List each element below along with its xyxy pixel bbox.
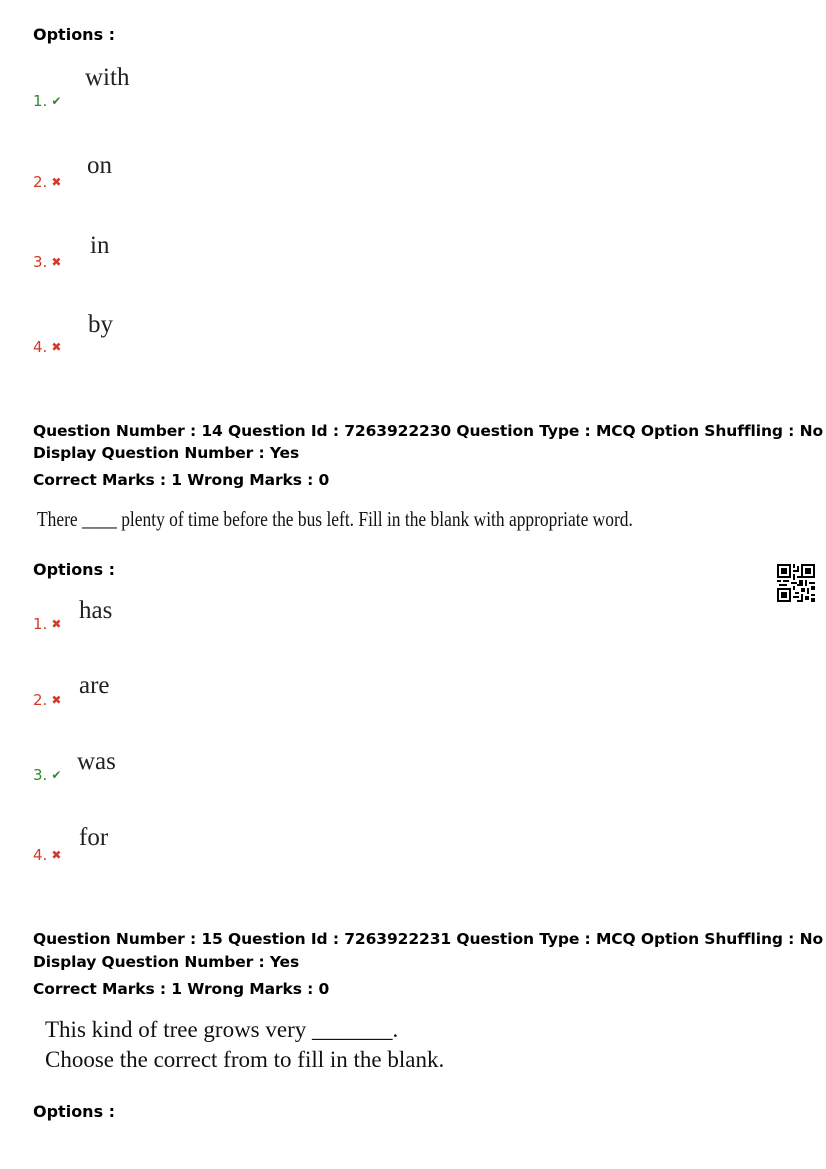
options-label: Options : (33, 560, 116, 579)
option-number: 3. ✔ (33, 766, 62, 784)
check-icon: ✔ (51, 94, 62, 108)
option-number: 1. ✔ (33, 92, 62, 110)
cross-icon: ✖ (51, 255, 62, 269)
option-number: 1. ✖ (33, 615, 62, 633)
option-number: 2. ✖ (33, 691, 62, 709)
option-number: 4. ✖ (33, 338, 62, 356)
options-label: Options : (33, 1102, 116, 1121)
option-number: 4. ✖ (33, 846, 62, 864)
option-text: are (79, 672, 110, 699)
option-text: was (77, 748, 116, 775)
option-text: by (88, 311, 113, 338)
cross-icon: ✖ (51, 175, 62, 189)
cross-icon: ✖ (51, 617, 62, 631)
question-header: Question Number : 15 Question Id : 7263922231 Question Type : MCQ Option Shuffling : No (33, 930, 823, 948)
question-header: Question Number : 14 Question Id : 7263922230 Question Type : MCQ Option Shuffling : No (33, 422, 823, 440)
cross-icon: ✖ (51, 693, 62, 707)
question-text: There ____ plenty of time before the bus left. Fill in the blank with appropriate word. (37, 507, 633, 531)
option-text: for (79, 824, 109, 851)
option-text: on (87, 152, 112, 179)
marks-info: Correct Marks : 1 Wrong Marks : 0 (33, 471, 330, 489)
marks-info: Correct Marks : 1 Wrong Marks : 0 (33, 980, 330, 998)
cross-icon: ✖ (51, 848, 62, 862)
option-number: 3. ✖ (33, 253, 62, 271)
check-icon: ✔ (51, 768, 62, 782)
option-number: 2. ✖ (33, 173, 62, 191)
qr-code-icon (777, 564, 815, 602)
display-question-number: Display Question Number : Yes (33, 953, 300, 971)
question-text-line: This kind of tree grows very _______. (45, 1017, 399, 1042)
option-text: has (79, 597, 113, 624)
cross-icon: ✖ (51, 340, 62, 354)
options-label: Options : (33, 25, 116, 44)
option-text: in (90, 232, 110, 259)
question-text-line: Choose the correct from to fill in the blank. (45, 1047, 445, 1072)
display-question-number: Display Question Number : Yes (33, 444, 300, 462)
option-text: with (85, 64, 130, 91)
